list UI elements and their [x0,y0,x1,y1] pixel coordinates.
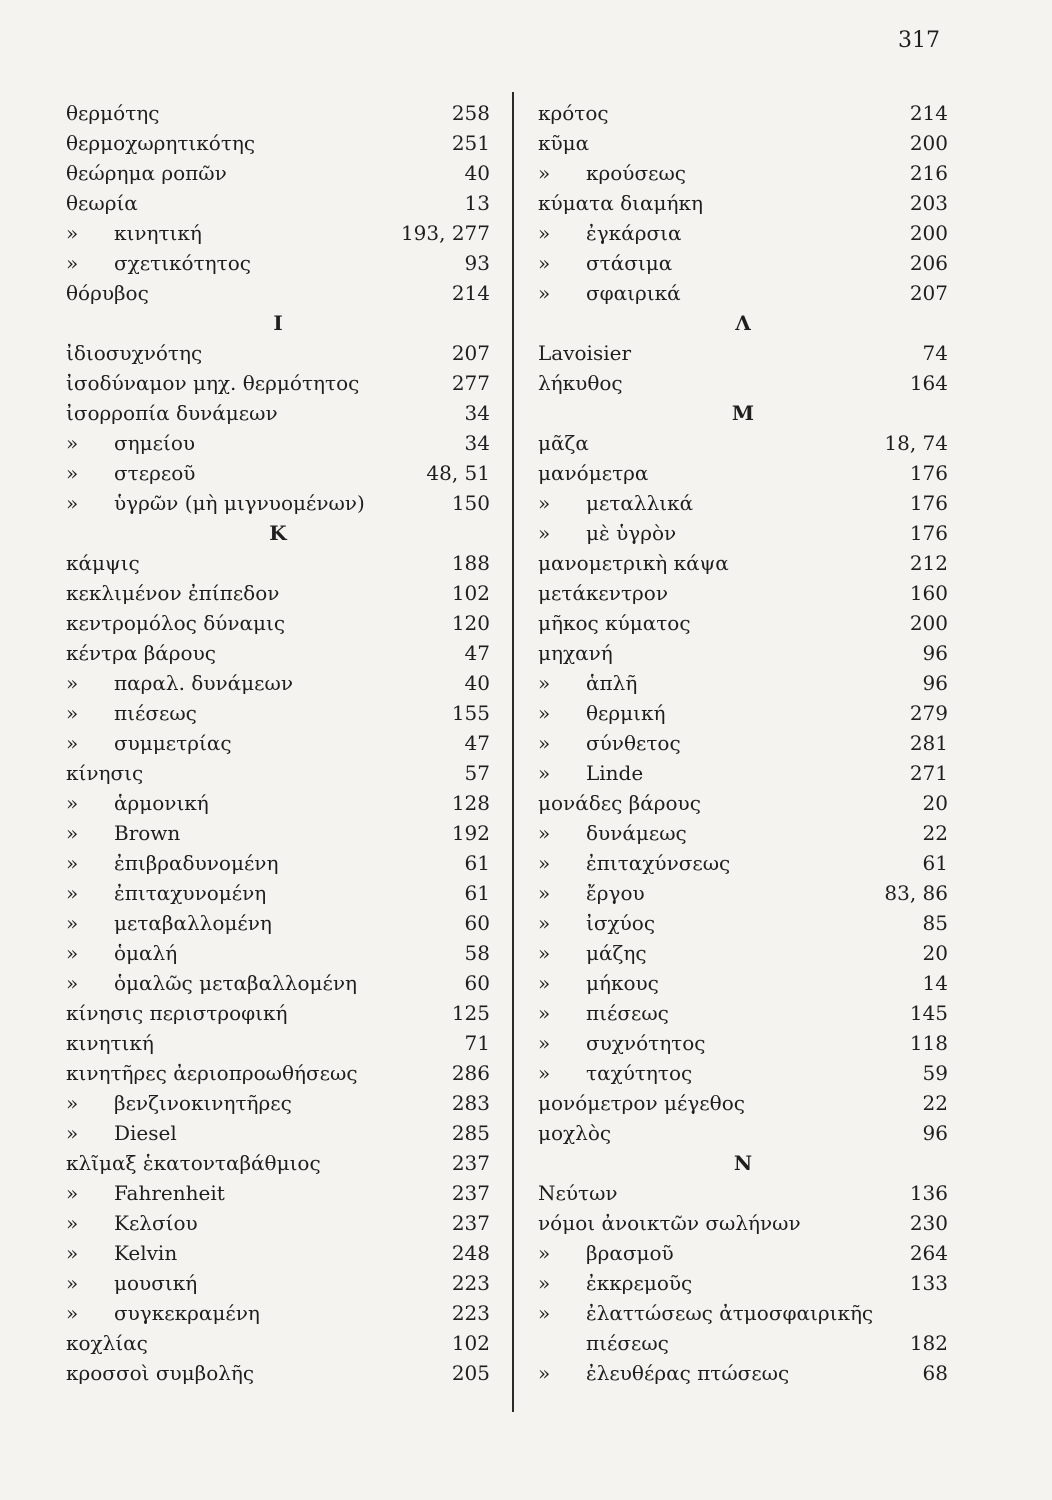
index-entry [66,1208,490,1238]
index-entry [66,578,490,608]
index-entry [66,638,490,668]
index-term: ὁμαλῶς μεταβαλλομένη [114,971,357,995]
page-reference: 96 [922,641,948,665]
index-entry [66,1238,490,1268]
index-term: κάμψις [66,551,140,575]
page-reference: 96 [922,671,948,695]
ditto-mark: » [538,1301,551,1325]
index-term: συμμετρίας [114,731,232,755]
index-entry [66,428,490,458]
page-reference: 85 [922,911,948,935]
index-entry [66,698,490,728]
index-entry [66,188,490,218]
page-reference: 128 [451,791,490,815]
ditto-mark: » [538,1361,551,1385]
page-reference: 20 [922,791,948,815]
ditto-mark: » [66,1091,79,1115]
index-entry [538,278,948,308]
ditto-mark: » [538,731,551,755]
index-entry [66,1118,490,1148]
index-entry [538,428,948,458]
index-entry [66,218,490,248]
index-entry [538,608,948,638]
index-term: κλῖμαξ ἑκατονταβάθμιος [66,1151,321,1175]
page-reference: 60 [464,911,490,935]
ditto-mark: » [66,911,79,935]
ditto-mark: » [66,791,79,815]
page-number: 317 [898,28,940,53]
ditto-mark: » [66,1241,79,1265]
index-term: δυνάμεως [586,821,687,845]
index-entry [538,908,948,938]
index-entry [538,1328,948,1358]
ditto-mark: » [66,731,79,755]
ditto-mark: » [66,701,79,725]
index-entry [66,1178,490,1208]
index-entry [538,158,948,188]
index-term: σύνθετος [586,731,681,755]
index-entry [66,1028,490,1058]
ditto-mark: » [538,1271,551,1295]
index-term: κεντρομόλος δύναμις [66,611,286,635]
index-entry [66,608,490,638]
index-term: μηχανή [538,641,613,665]
page-reference: 58 [464,941,490,965]
index-term: ἐπιταχύνσεως [586,851,731,875]
ditto-mark: » [66,671,79,695]
page-reference: 68 [922,1361,948,1385]
section-letter: Κ [269,521,287,545]
page-reference: 207 [909,281,948,305]
index-entry [538,998,948,1028]
page-reference: 48, 51 [426,461,490,485]
ditto-mark: » [66,851,79,875]
index-entry [538,788,948,818]
ditto-mark: » [538,521,551,545]
index-entry [538,1298,948,1328]
page-reference: 102 [451,1331,490,1355]
index-entry [538,728,948,758]
page-reference: 74 [922,341,948,365]
page-reference: 258 [451,101,490,125]
index-term: πιέσεως [586,1001,669,1025]
index-entry [66,98,490,128]
index-term: Fahrenheit [114,1181,225,1205]
page-reference: 264 [909,1241,948,1265]
ditto-mark: » [538,911,551,935]
index-entry [538,488,948,518]
index-term: σχετικότητος [114,251,251,275]
ditto-mark: » [66,1271,79,1295]
index-entry [66,338,490,368]
index-term: θεώρημα ροπῶν [66,161,227,185]
index-entry [66,938,490,968]
ditto-mark: » [538,491,551,515]
index-term: μάζης [586,941,647,965]
index-term: συχνότητος [586,1031,706,1055]
index-term: κινητική [66,1031,154,1055]
index-term: κίνησις [66,761,144,785]
page-reference: 57 [464,761,490,785]
page-reference: 182 [909,1331,948,1355]
index-entry [66,158,490,188]
page-reference: 237 [451,1181,490,1205]
index-term: Kelvin [114,1241,178,1265]
section-letter: Μ [731,401,755,425]
page-reference: 286 [451,1061,490,1085]
ditto-mark: » [538,251,551,275]
index-term: Νεύτων [538,1181,618,1205]
section-letter: Λ [735,311,751,335]
index-term: παραλ. δυνάμεων [114,671,293,695]
ditto-mark: » [66,1211,79,1235]
page-reference: 212 [909,551,948,575]
index-term: θερμική [586,701,666,725]
page-reference: 205 [451,1361,490,1385]
page-reference: 93 [464,251,490,275]
index-term: ἰδιοσυχνότης [66,341,203,365]
ditto-mark: » [66,881,79,905]
index-term: θερμοχωρητικότης [66,131,256,155]
page-reference: 18, 74 [884,431,948,455]
page-reference: 251 [451,131,490,155]
index-term: Diesel [114,1121,177,1145]
ditto-mark: » [66,821,79,845]
page-reference: 14 [922,971,948,995]
index-term: ἰσχύος [586,911,656,935]
index-entry [66,878,490,908]
page-reference: 200 [909,131,948,155]
page-reference: 61 [922,851,948,875]
index-term: πιέσεως [114,701,197,725]
index-term: ὁμαλή [114,941,178,965]
index-entry [538,848,948,878]
page-reference: 271 [909,761,948,785]
page-reference: 102 [451,581,490,605]
page-reference: 237 [451,1211,490,1235]
index-entry [66,1298,490,1328]
page-reference: 61 [464,881,490,905]
index-term: λήκυθος [538,371,623,395]
ditto-mark: » [538,701,551,725]
index-term: μανόμετρα [538,461,649,485]
page-reference: 192 [451,821,490,845]
index-entry [66,788,490,818]
index-term: βρασμοῦ [586,1241,674,1265]
index-entry [538,368,948,398]
index-entry [66,1088,490,1118]
index-entry [66,668,490,698]
index-entry [538,698,948,728]
page-reference: 22 [922,821,948,845]
ditto-mark: » [66,971,79,995]
index-term: μοχλὸς [538,1121,612,1145]
index-entry [538,1178,948,1208]
index-term: στάσιμα [586,251,673,275]
ditto-mark: » [66,431,79,455]
page-reference: 136 [909,1181,948,1205]
ditto-mark: » [538,1241,551,1265]
page-reference: 203 [909,191,948,215]
index-entry [538,548,948,578]
index-term: μανομετρικὴ κάψα [538,551,729,575]
page-reference: 61 [464,851,490,875]
page-reference: 223 [451,1271,490,1295]
index-entry [66,1358,490,1388]
page-reference: 60 [464,971,490,995]
page-reference: 223 [451,1301,490,1325]
index-entry [538,518,948,548]
page-reference: 248 [451,1241,490,1265]
page-reference: 176 [909,461,948,485]
index-term: σφαιρικά [586,281,681,305]
index-entry [66,128,490,158]
index-term: θερμότης [66,101,160,125]
index-entry [538,128,948,158]
page-reference: 125 [451,1001,490,1025]
index-entry [66,458,490,488]
column-divider [512,92,514,1412]
index-term: μετάκεντρον [538,581,668,605]
index-entry [66,398,490,428]
page-reference: 200 [909,611,948,635]
index-term: κέντρα βάρους [66,641,216,665]
index-term: κρότος [538,101,609,125]
page-reference: 277 [451,371,490,395]
index-term: μεταβαλλομένη [114,911,272,935]
index-term: μεταλλικά [586,491,694,515]
index-entry [66,278,490,308]
index-entry [66,1148,490,1178]
ditto-mark: » [538,851,551,875]
page-reference: 207 [451,341,490,365]
page-reference: 285 [451,1121,490,1145]
index-entry [538,1118,948,1148]
page-reference: 59 [922,1061,948,1085]
page-reference: 155 [451,701,490,725]
page-reference: 214 [909,101,948,125]
page-reference: 237 [451,1151,490,1175]
index-term: κινητική [114,221,202,245]
index-term: κινητῆρες ἀεριοπροωθήσεως [66,1061,358,1085]
page-reference: 176 [909,521,948,545]
index-entry [66,548,490,578]
page-reference: 214 [451,281,490,305]
page-reference: 71 [464,1031,490,1055]
page-reference: 160 [909,581,948,605]
index-term: σημείου [114,431,196,455]
index-entry [538,1208,948,1238]
ditto-mark: » [538,821,551,845]
index-entry [538,338,948,368]
index-entry [538,578,948,608]
index-entry [538,248,948,278]
index-term: μῆκος κύματος [538,611,691,635]
index-term: κύματα διαμήκη [538,191,703,215]
index-entry [538,938,948,968]
index-term: ἐπιβραδυνομένη [114,851,279,875]
index-term: μὲ ὑγρὸν [586,521,677,545]
index-term: συγκεκραμένη [114,1301,260,1325]
index-entry [538,668,948,698]
page-reference: 188 [451,551,490,575]
section-letter: Ι [273,311,283,335]
ditto-mark: » [538,1001,551,1025]
page-reference: 96 [922,1121,948,1145]
page-reference: 279 [909,701,948,725]
index-entry [66,998,490,1028]
page-reference: 13 [464,191,490,215]
index-entry [538,1088,948,1118]
index-term: μονόμετρον μέγεθος [538,1091,745,1115]
ditto-mark: » [66,221,79,245]
index-term: κεκλιμένον ἐπίπεδον [66,581,280,605]
ditto-mark: » [66,1181,79,1205]
index-term: ἰσορροπία δυνάμεων [66,401,278,425]
page-reference: 230 [909,1211,948,1235]
index-entry [538,458,948,488]
page-reference: 145 [909,1001,948,1025]
index-entry [538,968,948,998]
page-reference: 120 [451,611,490,635]
index-entry [66,758,490,788]
index-entry [538,1238,948,1268]
page-reference: 83, 86 [884,881,948,905]
index-column-left [66,98,490,1388]
index-term: ἁπλῆ [586,671,638,695]
index-term: ὑγρῶν (μὴ μιγνυομένων) [114,491,365,515]
index-term: Brown [114,821,181,845]
page-reference: 47 [464,641,490,665]
page-reference: 206 [909,251,948,275]
index-term: στερεοῦ [114,461,196,485]
index-entry [538,1028,948,1058]
index-term: ἐκκρεμοῦς [586,1271,693,1295]
page-reference: 283 [451,1091,490,1115]
index-term: θεωρία [66,191,138,215]
index-term: ἁρμονική [114,791,209,815]
page-reference: 133 [909,1271,948,1295]
index-term: ἐλαττώσεως ἀτμοσφαιρικῆς [586,1301,874,1325]
index-term: Lavoisier [538,341,631,365]
page-reference: 20 [922,941,948,965]
index-entry [538,98,948,128]
index-term: βενζινοκινητῆρες [114,1091,292,1115]
index-entry [538,1058,948,1088]
page-reference: 34 [464,401,490,425]
index-entry [66,1268,490,1298]
index-term: μουσική [114,1271,198,1295]
index-term: ἐπιταχυνομένη [114,881,267,905]
ditto-mark: » [538,971,551,995]
page-reference: 150 [451,491,490,515]
page-reference: 193, 277 [400,221,490,245]
index-entry [66,908,490,938]
ditto-mark: » [66,1301,79,1325]
index-term: κροσσοὶ συμβολῆς [66,1361,255,1385]
page-reference: 40 [464,161,490,185]
index-entry [66,368,490,398]
page-reference: 216 [909,161,948,185]
index-entry [66,968,490,998]
index-term: πιέσεως [586,1331,669,1355]
index-entry [66,1058,490,1088]
index-term: κίνησις περιστροφική [66,1001,288,1025]
index-term: ἐλευθέρας πτώσεως [586,1361,790,1385]
index-term: ταχύτητος [586,1061,693,1085]
index-term: κῦμα [538,131,590,155]
index-entry [538,218,948,248]
page-reference: 22 [922,1091,948,1115]
index-entry [66,1328,490,1358]
ditto-mark: » [66,461,79,485]
index-term: κρούσεως [586,161,686,185]
page-reference: 200 [909,221,948,245]
index-term: ἔργου [586,881,645,905]
ditto-mark: » [538,761,551,785]
index-entry [66,488,490,518]
ditto-mark: » [538,881,551,905]
section-letter: Ν [733,1151,753,1175]
index-term: ἐγκάρσια [586,221,682,245]
index-entry [66,848,490,878]
index-entry [538,1268,948,1298]
index-term: νόμοι ἀνοικτῶν σωλήνων [538,1211,801,1235]
index-entry [66,818,490,848]
index-column-right [538,98,948,1388]
index-term: θόρυβος [66,281,149,305]
index-term: μήκους [586,971,659,995]
index-entry [538,878,948,908]
ditto-mark: » [538,281,551,305]
index-entry [538,818,948,848]
page-reference: 118 [909,1031,948,1055]
index-term: κοχλίας [66,1331,148,1355]
page-reference: 164 [909,371,948,395]
index-entry [66,248,490,278]
index-term: Κελσίου [114,1211,198,1235]
index-entry [66,728,490,758]
index-term: Linde [586,761,644,785]
index-entry [538,758,948,788]
page-reference: 40 [464,671,490,695]
page-reference: 34 [464,431,490,455]
page-reference: 176 [909,491,948,515]
ditto-mark: » [538,221,551,245]
index-term: μᾶζα [538,431,589,455]
ditto-mark: » [66,491,79,515]
ditto-mark: » [538,941,551,965]
page-reference: 281 [909,731,948,755]
index-term: ἰσοδύναμον μηχ. θερμότητος [66,371,360,395]
ditto-mark: » [538,1031,551,1055]
ditto-mark: » [66,941,79,965]
ditto-mark: » [66,1121,79,1145]
ditto-mark: » [538,161,551,185]
ditto-mark: » [538,671,551,695]
index-entry [538,188,948,218]
index-entry [538,638,948,668]
index-entry [538,1358,948,1388]
page-reference: 47 [464,731,490,755]
ditto-mark: » [66,251,79,275]
ditto-mark: » [538,1061,551,1085]
index-term: μονάδες βάρους [538,791,701,815]
